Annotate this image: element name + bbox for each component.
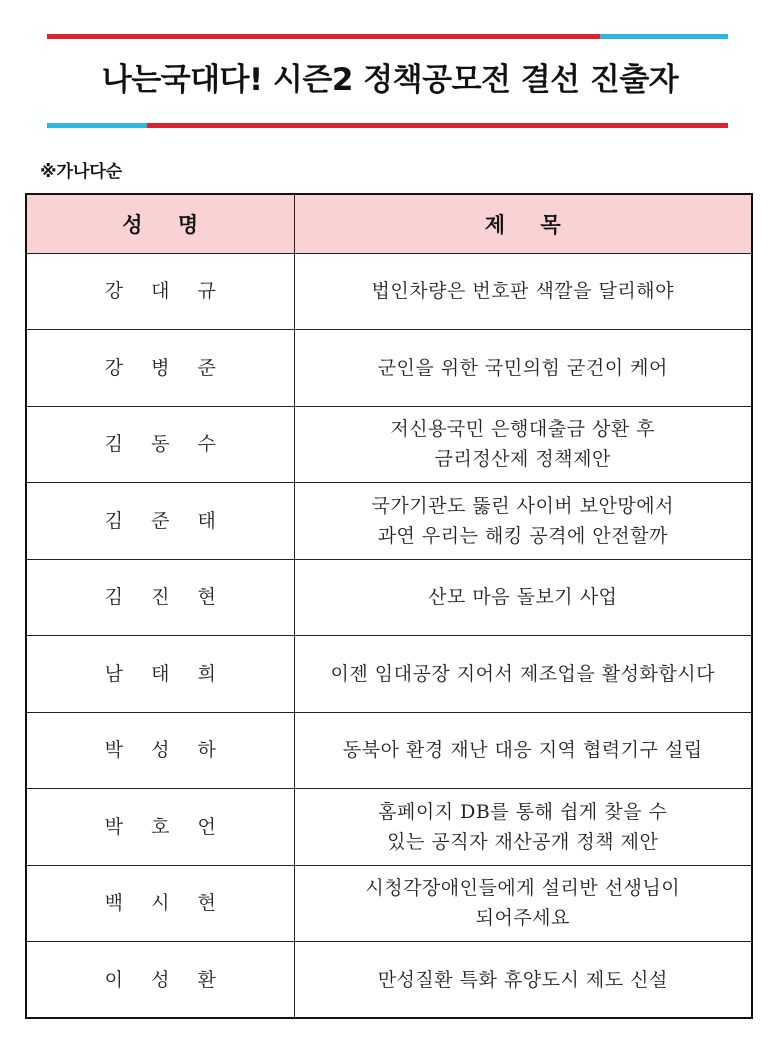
finalist-name: 이 성 환 bbox=[26, 942, 294, 1019]
proposal-title bbox=[294, 789, 752, 866]
proposal-title-line: 산모 마음 돌보기 사업 bbox=[428, 586, 618, 609]
finalist-name: 김 준 태 bbox=[26, 483, 294, 560]
table-row bbox=[26, 253, 752, 330]
proposal-title bbox=[294, 330, 752, 407]
proposal-title-line: 동북아 환경 재난 대응 지역 협력기구 설립 bbox=[342, 739, 703, 762]
table-row bbox=[26, 789, 752, 866]
table-row bbox=[26, 712, 752, 789]
table-row bbox=[26, 942, 752, 1019]
top-accent-blue bbox=[600, 34, 728, 39]
table-header-row bbox=[26, 194, 752, 253]
proposal-title-line: 있는 공직자 재산공개 정책 제안 bbox=[387, 830, 659, 853]
proposal-title-line: 이젠 임대공장 지어서 제조업을 활성화합시다 bbox=[330, 662, 715, 685]
page-title: 나는국대다! 시즌2 정책공모전 결선 진출자 bbox=[101, 62, 679, 98]
finalist-name: 백 시 현 bbox=[26, 865, 294, 942]
proposal-title-line: 홈페이지 DB를 통해 쉽게 찾을 수 bbox=[378, 800, 668, 823]
table-row bbox=[26, 330, 752, 407]
finalist-name: 박 호 언 bbox=[26, 789, 294, 866]
table-row bbox=[26, 406, 752, 483]
top-accent-bar bbox=[47, 34, 728, 39]
sort-note: ※가나다순 bbox=[40, 162, 123, 182]
proposal-title bbox=[294, 712, 752, 789]
proposal-title-line: 법인차량은 번호판 색깔을 달리해야 bbox=[371, 280, 674, 303]
proposal-title-line: 되어주세요 bbox=[475, 907, 570, 930]
finalist-name: 김 진 현 bbox=[26, 559, 294, 636]
table-row bbox=[26, 483, 752, 560]
bottom-accent-blue bbox=[47, 123, 147, 128]
proposal-title bbox=[294, 406, 752, 483]
header-topic: 제 목 bbox=[294, 194, 752, 253]
finalist-name: 강 병 준 bbox=[26, 330, 294, 407]
finalist-name: 남 태 희 bbox=[26, 636, 294, 713]
finalist-name: 강 대 규 bbox=[26, 253, 294, 330]
proposal-title-line: 군인을 위한 국민의힘 굳건이 케어 bbox=[377, 356, 668, 379]
top-accent-red bbox=[47, 34, 600, 39]
proposal-title-line: 시청각장애인들에게 설리반 선생님이 bbox=[365, 877, 681, 900]
proposal-title-line: 국가기관도 뚫린 사이버 보안망에서 bbox=[371, 494, 674, 517]
finalist-name: 김 동 수 bbox=[26, 406, 294, 483]
bottom-accent-red bbox=[147, 123, 728, 128]
table-row bbox=[26, 559, 752, 636]
table-row bbox=[26, 636, 752, 713]
table-row bbox=[26, 865, 752, 942]
bottom-accent-bar bbox=[47, 123, 728, 128]
proposal-title-line: 저신용국민 은행대출금 상환 후 bbox=[390, 418, 656, 441]
finalist-table bbox=[25, 193, 753, 1019]
proposal-title bbox=[294, 865, 752, 942]
proposal-title bbox=[294, 483, 752, 560]
header-name: 성 명 bbox=[26, 194, 294, 253]
proposal-title bbox=[294, 253, 752, 330]
finalist-name: 박 성 하 bbox=[26, 712, 294, 789]
proposal-title-line: 만성질환 특화 휴양도시 제도 신설 bbox=[377, 968, 668, 991]
proposal-title-line: 과연 우리는 해킹 공격에 안전할까 bbox=[377, 524, 668, 547]
table-body bbox=[26, 253, 752, 1018]
proposal-title-line: 금리정산제 정책제안 bbox=[434, 448, 611, 471]
proposal-title bbox=[294, 942, 752, 1019]
proposal-title bbox=[294, 559, 752, 636]
proposal-title bbox=[294, 636, 752, 713]
